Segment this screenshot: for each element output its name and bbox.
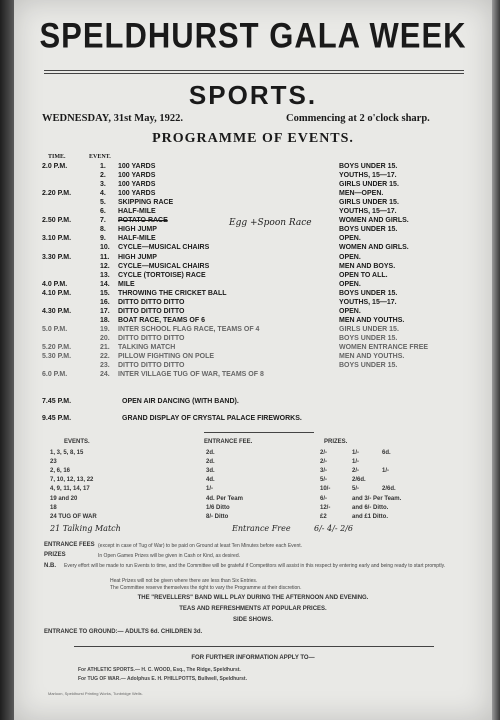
extra-dancing: OPEN AIR DANCING (WITH BAND). xyxy=(122,398,239,405)
event-category: MEN AND YOUTHS. xyxy=(339,316,405,324)
fees-row-prize-1: 5/- xyxy=(320,477,328,484)
event-time: 2.20 P.M. xyxy=(42,190,72,198)
event-number: 11. xyxy=(100,253,110,261)
fees-row-prize-1: 12/- xyxy=(320,504,331,511)
band-notice: THE "REVELLERS" BAND WILL PLAY DURING THE AFTERNOON AND EVENING. xyxy=(137,595,369,601)
event-category: BOYS UNDER 15. xyxy=(339,334,398,342)
event-number: 3. xyxy=(100,181,106,189)
fees-row-events: 7, 10, 12, 13, 22 xyxy=(50,477,94,484)
event-category: WOMEN AND GIRLS. xyxy=(339,244,409,252)
fees-row-prize-1: 2/- xyxy=(320,450,328,456)
event-category: GIRLS UNDER 15. xyxy=(339,199,399,207)
fees-events-header: EVENTS. xyxy=(64,439,90,445)
event-category: WOMEN AND GIRLS. xyxy=(339,217,409,225)
side-shows: SIDE SHOWS. xyxy=(232,617,273,623)
event-name: HIGH JUMP xyxy=(118,226,157,234)
entrance-fees-text: (except in case of Tug of War) to be paid on Ground at least Ten Minutes before each Event. xyxy=(98,543,303,549)
event-name: MILE xyxy=(118,280,135,288)
fees-entrance-header: ENTRANCE FEE. xyxy=(204,439,253,445)
event-name: DITTO DITTO DITTO xyxy=(118,298,185,306)
event-category: OPEN TO ALL. xyxy=(339,271,388,279)
event-category: BOYS UNDER 15. xyxy=(339,163,398,170)
event-number: 18. xyxy=(100,316,110,324)
fees-row-events: 23 xyxy=(50,459,57,466)
event-name: SKIPPING RACE xyxy=(118,199,174,207)
event-time: 4.30 P.M. xyxy=(42,307,72,315)
sports-heading: SPORTS. xyxy=(188,80,318,110)
event-name: 100 YARDS xyxy=(118,163,156,170)
programme-heading: PROGRAMME OF EVENTS. xyxy=(152,131,354,146)
event-category: OPEN. xyxy=(339,235,361,243)
fees-row-events: 2, 6, 16 xyxy=(50,468,71,475)
title-rule-2 xyxy=(44,73,464,74)
event-name: INTER SCHOOL FLAG RACE, TEAMS OF 4 xyxy=(118,325,260,333)
fees-row-fee: 2d. xyxy=(206,459,215,466)
event-number: 2. xyxy=(100,172,106,180)
fees-row-prize-1: 3/- xyxy=(320,468,328,475)
nb-label: N.B. xyxy=(44,563,56,569)
event-number: 14. xyxy=(100,280,110,288)
event-number: 8. xyxy=(100,226,106,234)
fees-row-prize-2: 5/- xyxy=(352,486,360,493)
fees-row-events: 19 and 20 xyxy=(50,495,78,502)
fees-row-events: 4, 9, 11, 14, 17 xyxy=(50,486,90,493)
extra-fireworks: GRAND DISPLAY OF CRYSTAL PALACE FIREWORKS. xyxy=(122,415,302,422)
event-time: 2.0 P.M. xyxy=(42,163,68,170)
prizes-label: PRIZES xyxy=(44,552,66,558)
event-category: YOUTHS, 15—17. xyxy=(339,298,397,306)
fees-row-prize-3: 6d. xyxy=(382,450,391,456)
fees-prizes-header: PRIZES. xyxy=(324,439,348,445)
prizes-text: In Open Games Prizes will be given in Cash or Kind, as desired. xyxy=(98,553,241,559)
event-category: BOYS UNDER 15. xyxy=(339,362,398,370)
nb-committee: The Committee reserve themselves the right to vary the Programme at their discretion. xyxy=(110,585,302,591)
entrance-fees-label: ENTRANCE FEES xyxy=(44,542,95,548)
event-category: YOUTHS, 15—17. xyxy=(339,172,397,180)
ground-entrance: ENTRANCE TO GROUND:— ADULTS 6d. CHILDREN 3d. xyxy=(44,629,203,635)
event-number: 5. xyxy=(100,199,106,207)
printer-credit: Marloon, Speldhurst Printing Works, Tunbridge Wells. xyxy=(48,691,143,696)
event-time: 4.10 P.M. xyxy=(42,289,72,297)
event-name: POTATO RACE xyxy=(118,217,168,225)
event-time: 3.30 P.M. xyxy=(42,253,72,261)
photo-edge-left xyxy=(0,0,14,720)
fees-row-prize-2: 1/- xyxy=(352,450,360,456)
fees-row-prize-2: and £1 Ditto. xyxy=(352,513,389,520)
event-name: HALF-MILE xyxy=(118,235,156,243)
fees-row-prize-3: 2/6d. xyxy=(382,486,396,493)
handwritten-correction: Egg +Spoon Race xyxy=(229,218,312,228)
fees-row-fee: 1/- xyxy=(206,486,214,493)
nb-heat-prizes: Heat Prizes will not be given where there are less than Six Entries. xyxy=(110,578,258,584)
event-number: 21. xyxy=(100,344,110,351)
fees-row-prize-2: and 3/- Per Team. xyxy=(352,495,402,502)
event-number: 19. xyxy=(100,325,110,333)
teas-notice: TEAS AND REFRESHMENTS AT POPULAR PRICES. xyxy=(179,606,327,612)
event-name: 100 YARDS xyxy=(118,190,156,198)
fees-row-prize-1: £2 xyxy=(320,513,327,520)
event-number: 22. xyxy=(100,353,110,361)
footer-rule xyxy=(74,646,434,647)
event-name: HALF-MILE xyxy=(118,208,156,216)
event-category: BOYS UNDER 15. xyxy=(339,226,398,234)
event-number: 10. xyxy=(100,244,110,252)
fees-row-fee: 3d. xyxy=(206,468,215,475)
event-number: 23. xyxy=(100,362,110,370)
event-category: OPEN. xyxy=(339,253,361,261)
event-category: OPEN. xyxy=(339,307,361,315)
event-number: 12. xyxy=(100,262,110,270)
time-column-header: TIME. xyxy=(48,154,66,160)
fees-row-events: 1, 3, 5, 8, 15 xyxy=(50,450,84,456)
fees-row-fee: 2d. xyxy=(206,450,215,456)
title-rule xyxy=(44,70,464,71)
event-number: 13. xyxy=(100,271,110,279)
event-name: CYCLE—MUSICAL CHAIRS xyxy=(118,262,210,270)
event-category: WOMEN ENTRANCE FREE xyxy=(339,344,429,351)
event-name: DITTO DITTO DITTO xyxy=(118,334,185,342)
fees-hand-prize: 6/- 4/- 2/6 xyxy=(314,524,353,533)
event-number: 6. xyxy=(100,208,106,216)
event-time: 6.0 P.M. xyxy=(42,371,68,379)
event-name: 100 YARDS xyxy=(118,172,156,180)
fees-hand-fee: Entrance Free xyxy=(232,524,291,533)
event-category: OPEN. xyxy=(339,280,361,288)
event-number: 9. xyxy=(100,235,106,243)
fees-row-prize-2: 1/- xyxy=(352,459,360,466)
event-name: CYCLE—MUSICAL CHAIRS xyxy=(118,244,210,252)
event-number: 7. xyxy=(100,217,106,225)
event-category: GIRLS UNDER 15. xyxy=(339,325,399,333)
info-heading: FOR FURTHER INFORMATION APPLY TO— xyxy=(191,655,315,661)
event-time: 5.20 P.M. xyxy=(42,344,72,351)
event-category: MEN AND YOUTHS. xyxy=(339,353,405,361)
event-name: BOAT RACE, TEAMS OF 6 xyxy=(118,316,205,324)
fees-row-fee: 4d. Per Team xyxy=(206,495,243,502)
event-number: 16. xyxy=(100,298,110,306)
fees-row-prize-1: 6/- xyxy=(320,495,328,502)
gala-poster xyxy=(14,0,492,720)
poster-title: SPELDHURST GALA WEEK xyxy=(39,15,467,56)
start-time: Commencing at 2 o'clock sharp. xyxy=(286,113,430,124)
event-name: 100 YARDS xyxy=(118,181,156,189)
event-category: BOYS UNDER 15. xyxy=(339,289,398,297)
extra-time-dancing: 7.45 P.M. xyxy=(42,398,72,405)
event-name: HIGH JUMP xyxy=(118,253,157,261)
event-name: CYCLE (TORTOISE) RACE xyxy=(118,271,206,279)
event-time: 2.50 P.M. xyxy=(42,217,72,225)
event-category: GIRLS UNDER 15. xyxy=(339,181,399,189)
event-category: YOUTHS, 15—17. xyxy=(339,208,397,216)
event-date: WEDNESDAY, 31st May, 1922. xyxy=(42,113,183,124)
photo-edge-right xyxy=(492,0,500,720)
fees-row-prize-1: 10/- xyxy=(320,486,331,493)
nb-text: Every effort will be made to run Events to time, and the Committee will be grateful if Competitors will assist in this respect by entering early and being ready to start promptly. xyxy=(64,563,446,569)
fees-row-prize-2: and 6/- Ditto. xyxy=(352,504,389,511)
fees-row-fee: 1/6 Ditto xyxy=(206,504,230,511)
tug-contact: For TUG OF WAR.— Adolphus E. H. PHILLPOTTS, Bullwell, Speldhurst. xyxy=(78,676,247,682)
event-name: INTER VILLAGE TUG OF WAR, TEAMS OF 8 xyxy=(118,371,264,379)
event-number: 20. xyxy=(100,334,110,342)
fees-row-prize-2: 2/- xyxy=(352,468,360,475)
event-name: PILLOW FIGHTING ON POLE xyxy=(118,353,215,361)
event-time: 5.0 P.M. xyxy=(42,325,68,333)
fees-hand-events: 21 Talking Match xyxy=(50,524,121,533)
event-number: 4. xyxy=(100,190,106,198)
fees-row-prize-1: 2/- xyxy=(320,459,328,466)
event-name: TALKING MATCH xyxy=(118,344,176,351)
fees-row-events: 24 TUG OF WAR xyxy=(50,513,97,520)
divider-rule xyxy=(204,432,314,433)
event-time: 4.0 P.M. xyxy=(42,280,68,288)
event-number: 15. xyxy=(100,289,110,297)
fees-row-events: 18 xyxy=(50,504,57,511)
sports-contact: For ATHLETIC SPORTS.— H. C. WOOD, Esq., The Ridge, Speldhurst. xyxy=(78,667,241,673)
fees-row-fee: 4d. xyxy=(206,477,215,484)
event-number: 1. xyxy=(100,163,106,170)
extra-time-fireworks: 9.45 P.M. xyxy=(42,415,72,422)
event-time: 5.30 P.M. xyxy=(42,353,72,361)
event-name: THROWING THE CRICKET BALL xyxy=(118,289,227,297)
event-number: 17. xyxy=(100,307,110,315)
event-time: 3.10 P.M. xyxy=(42,235,72,243)
event-category: MEN AND BOYS. xyxy=(339,262,396,270)
fees-row-fee: 8/- Ditto xyxy=(206,513,229,520)
event-number: 24. xyxy=(100,371,110,379)
fees-row-prize-3: 1/- xyxy=(382,468,390,475)
fees-row-prize-2: 2/6d. xyxy=(352,477,366,484)
event-category: MEN—OPEN. xyxy=(339,190,384,198)
event-column-header: EVENT. xyxy=(89,154,111,160)
event-name: DITTO DITTO DITTO xyxy=(118,362,185,370)
event-name: DITTO DITTO DITTO xyxy=(118,307,185,315)
